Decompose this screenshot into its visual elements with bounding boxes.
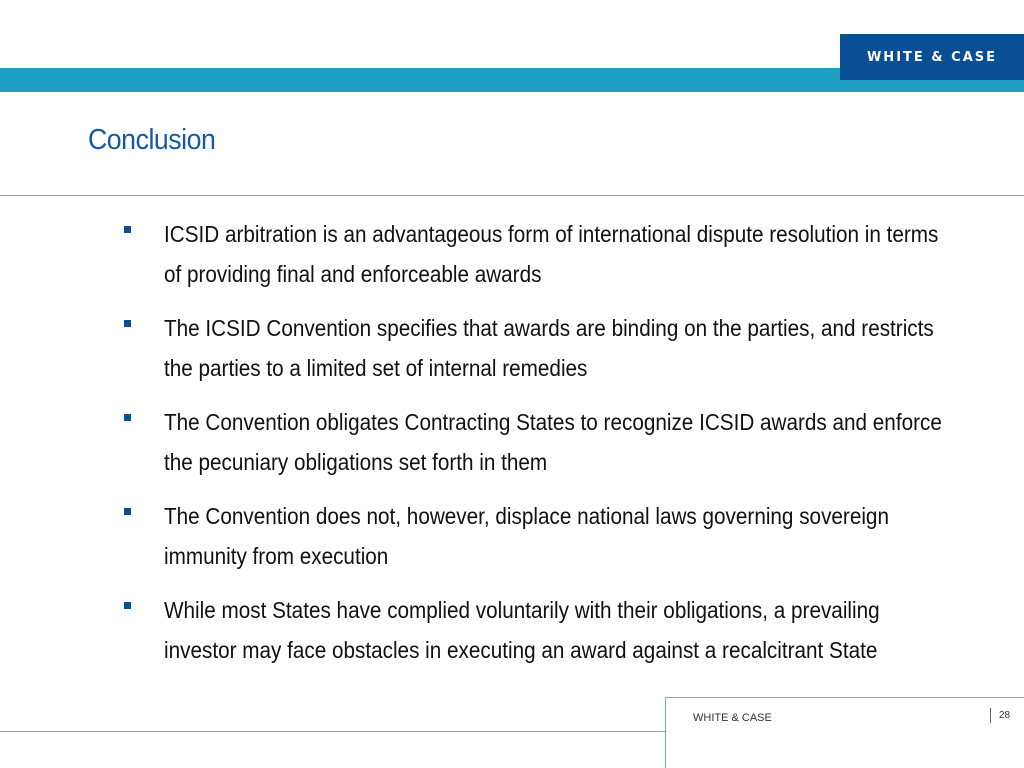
bullet-item xyxy=(124,308,984,388)
footer-left-frame xyxy=(0,731,666,768)
bullet-text: The Convention obligates Contracting States to recognize ICSID awards and enforce the pecuniary obligations set forth in them xyxy=(164,409,942,475)
bullet-item xyxy=(124,402,984,482)
footer-brand: WHITE & CASE xyxy=(693,712,772,724)
bullet-text: While most States have complied voluntarily with their obligations, a prevailing investor may face obstacles in executing an award against a recalcitrant State xyxy=(164,597,880,663)
company-logo xyxy=(840,34,1024,80)
square-bullet-icon xyxy=(124,508,131,515)
slide-title: Conclusion xyxy=(88,124,216,156)
page-number: 28 xyxy=(999,710,1011,721)
bullet-text: ICSID arbitration is an advantageous form of international dispute resolution in terms of providing final and enforceable awards xyxy=(164,221,939,287)
footer-right-frame xyxy=(665,697,1024,768)
bullet-text: The ICSID Convention specifies that awards are binding on the parties, and restricts the parties to a limited set of internal remedies xyxy=(164,315,934,381)
bullet-item xyxy=(124,590,984,670)
bullet-list xyxy=(124,214,984,684)
bullet-text: The Convention does not, however, displace national laws governing sovereign immunity from execution xyxy=(164,503,889,569)
bullet-item xyxy=(124,496,984,576)
square-bullet-icon xyxy=(124,602,131,609)
square-bullet-icon xyxy=(124,226,131,233)
logo-text: WHITE & CASE xyxy=(866,49,998,65)
footer-separator xyxy=(990,708,991,723)
square-bullet-icon xyxy=(124,414,131,421)
bullet-item xyxy=(124,214,984,294)
title-divider xyxy=(0,195,1024,196)
square-bullet-icon xyxy=(124,320,131,327)
